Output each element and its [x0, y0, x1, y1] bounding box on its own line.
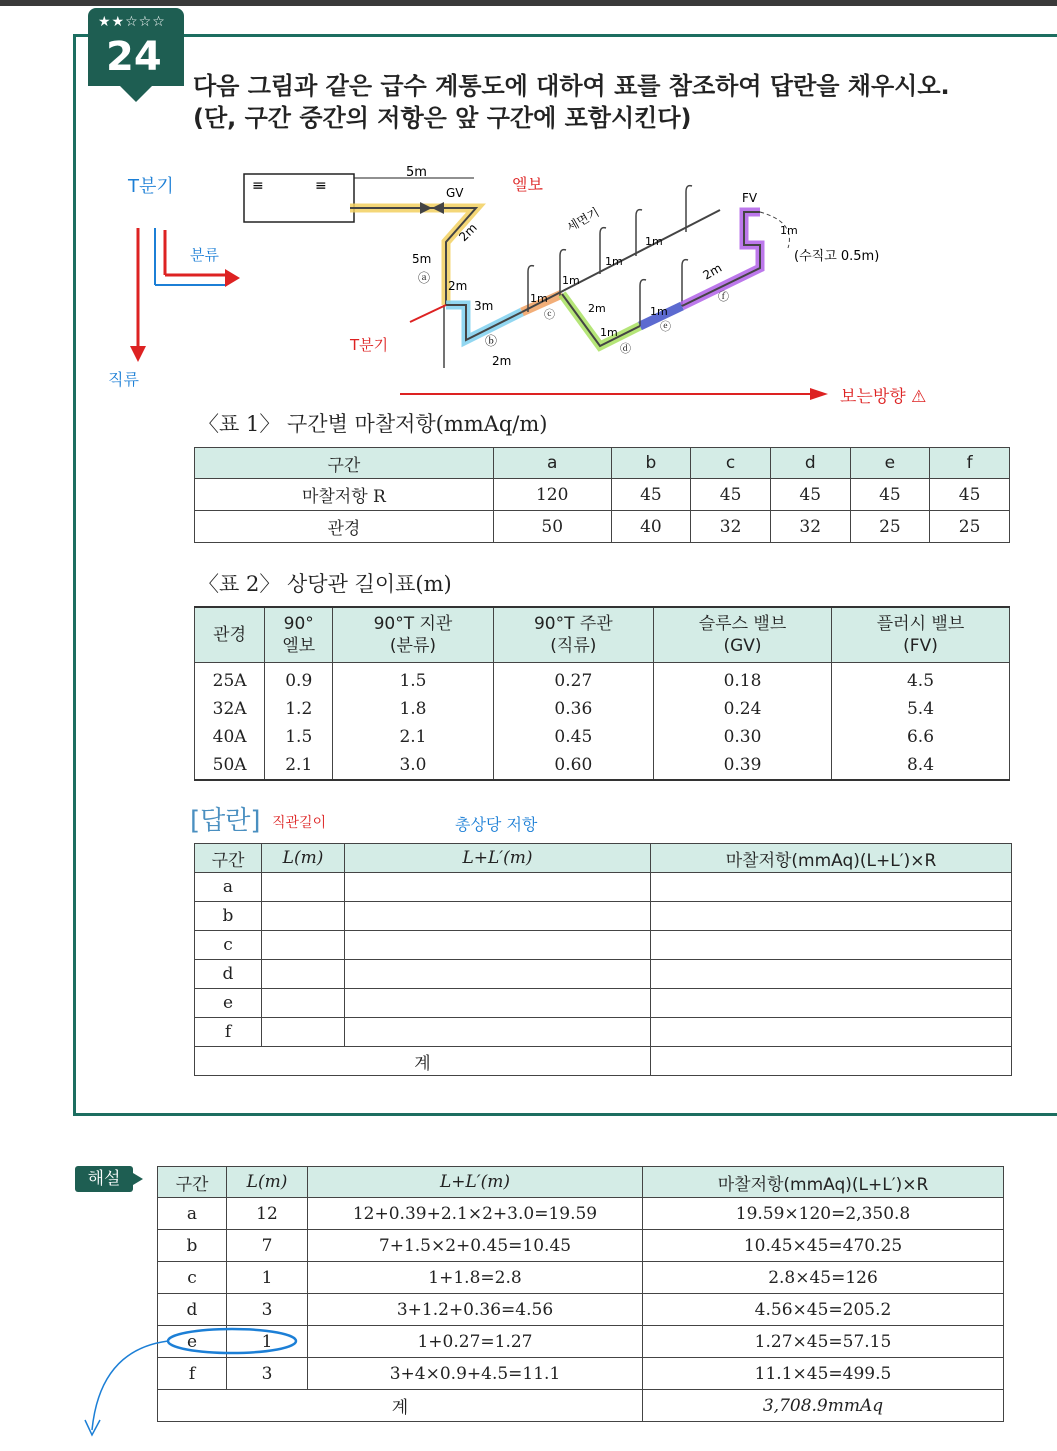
answer-cell[interactable] [345, 873, 651, 902]
svg-text:2m: 2m [492, 354, 512, 368]
svg-text:ⓕ: ⓕ [718, 290, 729, 303]
friction-table: 구간 a b c d e f 마찰저항 R 120 45 45 45 45 45 관경 50 40 32 32 25 25 [194, 447, 1010, 543]
answer-cell[interactable] [651, 989, 1012, 1018]
answer-cell[interactable] [345, 960, 651, 989]
answer-cell[interactable] [262, 989, 345, 1018]
hw-direct-length: 직관길이 [272, 815, 327, 831]
answer-cell[interactable] [345, 902, 651, 931]
svg-text:1m: 1m [605, 255, 623, 268]
svg-text:ⓑ: ⓑ [485, 334, 498, 348]
svg-text:≡: ≡ [252, 178, 264, 194]
hw-view-dir: 보는방향 ⚠ [840, 387, 927, 407]
svg-text:1m: 1m [645, 235, 663, 248]
svg-text:5m: 5m [406, 165, 427, 180]
answer-cell[interactable] [651, 902, 1012, 931]
svg-text:2m: 2m [456, 220, 480, 245]
problem-badge [88, 8, 184, 86]
answer-cell[interactable] [262, 960, 345, 989]
hw-eq-resist: 총상당 저항 [455, 815, 538, 834]
question-line-1: 다음 그림과 같은 급수 계통도에 대하여 표를 참조하여 답란을 채우시오. [193, 72, 950, 100]
answer-cell[interactable] [345, 989, 651, 1018]
svg-text:≡: ≡ [315, 178, 327, 194]
svg-text:FV: FV [742, 191, 758, 205]
answer-table: 구간 L(m) L+L′(m) 마찰저항(mmAq)(L+L′)×R a b c d e f 계 [194, 843, 1012, 1076]
top-bar [0, 0, 1057, 6]
answer-cell[interactable] [651, 960, 1012, 989]
question-text [193, 70, 950, 134]
svg-text:GV: GV [446, 186, 464, 200]
svg-text:1m: 1m [600, 326, 618, 339]
svg-text:1m: 1m [562, 274, 580, 287]
svg-text:ⓓ: ⓓ [620, 342, 631, 355]
table2-caption: 〈표 2〉 상당관 길이표(m) [198, 572, 452, 596]
svg-text:세면기: 세면기 [564, 205, 602, 235]
svg-text:1m: 1m [780, 224, 798, 237]
svg-text:(수직고 0.5m): (수직고 0.5m) [794, 249, 880, 264]
svg-text:ⓐ: ⓐ [418, 271, 431, 285]
answer-cell[interactable] [262, 902, 345, 931]
answer-cell[interactable] [651, 1018, 1012, 1047]
answer-title: [답란] [190, 806, 261, 836]
difficulty-stars: ★★☆☆☆ [98, 14, 166, 30]
hw-elbow: 엘보 [512, 175, 543, 194]
answer-cell[interactable] [345, 1018, 651, 1047]
piping-diagram [100, 150, 950, 420]
question-line-2: (단, 구간 중간의 저항은 앞 구간에 포함시킨다) [193, 104, 692, 132]
hw-annotation [80, 1320, 310, 1450]
answer-cell[interactable] [651, 1047, 1012, 1076]
arrow-straight-head [130, 346, 146, 362]
svg-text:1m: 1m [650, 305, 668, 318]
svg-text:5m: 5m [412, 252, 432, 266]
answer-cell[interactable] [262, 931, 345, 960]
answer-cell[interactable] [345, 931, 651, 960]
table1-caption: 〈표 1〉 구간별 마찰저항(mmAq/m) [198, 412, 548, 436]
solution-table: 구간 L(m) L+L′(m) 마찰저항(mmAq)(L+L′)×R a 12 12+0.39+2.1×2+3.0=19.59 19.59×120=2,350.8 b 7 7+1.5×2+0.45=10.45 10.45×45=470.25 c 1 1+1.8=2.8 2.8×45=126 d 3 3+1.2+0.36=4.56 4.56×45=205.2 e 1 1+0.27=1.27 1.27×45=57.15 f 3 3+4×0.9+4.5=11.1 11.1×45=499.5 계 3,708.9mmAq [157, 1166, 1004, 1422]
svg-text:3m: 3m [474, 299, 494, 313]
answer-cell[interactable] [262, 1018, 345, 1047]
hw-tee1: T분기 [128, 176, 174, 197]
solution-label: 해설 [75, 1166, 133, 1192]
hw-straight: 직류 [108, 370, 139, 389]
equivalent-length-table: 관경 90° 엘보 90°T 지관 (분류) 90°T 주관 (직류) 슬루스 밸브 (GV) 플러시 밸브 (FV) 25A 0.9 1.5 0.27 0.18 4.5 32A 1.2 1.8 0.36 0.24 5.4 40A 1.5 2.1 0.45 0.30 6.6 50A 2.1 3.0 0.60 0.39 8.4 [194, 606, 1010, 781]
svg-text:ⓒ: ⓒ [544, 308, 555, 321]
svg-text:1m: 1m [530, 292, 548, 305]
answer-cell[interactable] [651, 873, 1012, 902]
svg-text:2m: 2m [700, 260, 725, 283]
problem-number: 24 [106, 34, 162, 80]
answer-total-label: 계 [195, 1047, 651, 1076]
svg-text:ⓔ: ⓔ [660, 320, 671, 333]
answer-cell[interactable] [262, 873, 345, 902]
answer-cell[interactable] [651, 931, 1012, 960]
hw-tee2: T분기 [350, 336, 389, 354]
svg-text:2m: 2m [588, 302, 606, 315]
svg-text:2m: 2m [448, 279, 468, 293]
hw-branch: 분류 [190, 246, 219, 264]
